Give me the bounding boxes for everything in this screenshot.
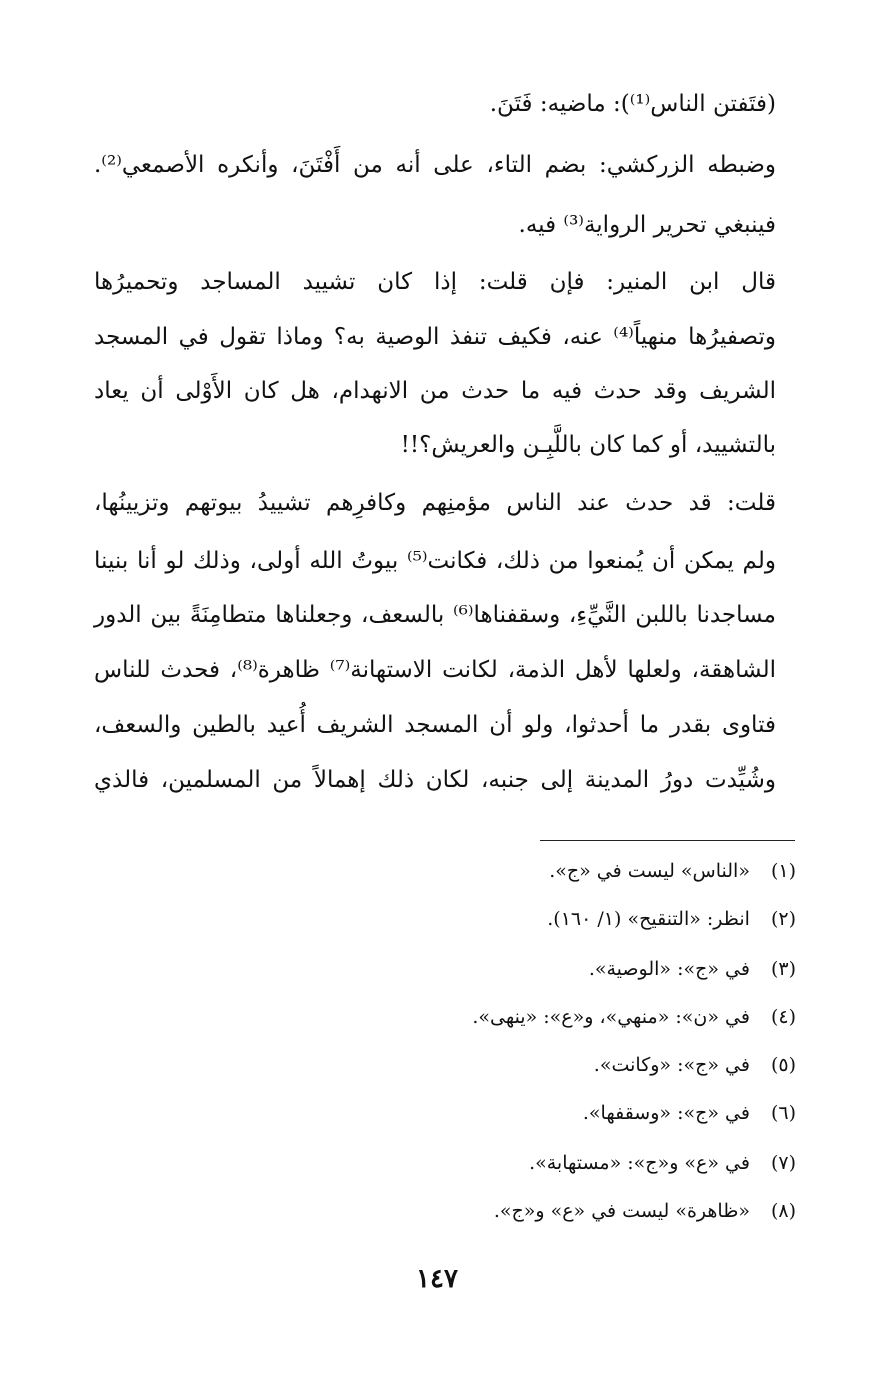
text-line: بالتشييد، أو كما كان باللَّبِـن والعريش؟!! (400, 432, 776, 458)
page-number: ١٤٧ (416, 1264, 458, 1294)
text-line: فتاوى بقدر ما أحدثوا، ولو أن المسجد الشريف أُعيد بالطين والسعف، (94, 712, 776, 738)
text-line: قال ابن المنير: فإن قلت: إذا كان تشييد المساجد وتحميرُها (94, 269, 776, 295)
footnote-text: في «ج»: «وكانت». (593, 1054, 750, 1076)
footnote-text: في «ج»: «وسقفها». (582, 1102, 750, 1124)
footnote-number: (٦) (770, 1102, 796, 1124)
text-line: ولم يمكن أن يُمنعوا من ذلك، فكانت⁽⁵⁾ بيوتُ الله أولى، وذلك لو أنا بنينا (94, 548, 776, 574)
footnote (296, 1004, 796, 1030)
footnote-text: انظر: «التنقيح» (١/ ١٦٠). (547, 908, 750, 930)
text-line: الشريف وقد حدث فيه ما حدث من الانهدام، هل كان الأَوْلى أن يعاد (94, 378, 776, 404)
text-line: وشُيِّدت دورُ المدينة إلى جنبه، لكان ذلك إهمالاً من المسلمين، فالذي (94, 767, 776, 793)
footnote-text: «الناس» ليست في «ج». (549, 860, 750, 882)
text-line: قلت: قد حدث عند الناس مؤمنِهم وكافرِهم تشييدُ بيوتهم وتزيينُها، (94, 490, 776, 516)
footnote (296, 1198, 796, 1224)
footnote (296, 1150, 796, 1176)
footnote-number: (٢) (770, 908, 796, 930)
footnote-number: (٨) (770, 1200, 796, 1222)
footnote-text: «ظاهرة» ليست في «ع» و«ج». (493, 1200, 750, 1222)
footnote-text: في «ن»: «منهي»، و«ع»: «ينهى». (472, 1006, 750, 1028)
footnote (296, 956, 796, 982)
footnote-text: في «ج»: «الوصية». (588, 958, 750, 980)
footnote-number: (١) (770, 860, 796, 882)
footnote-separator (540, 840, 795, 841)
footnote (296, 1100, 796, 1126)
text-line: وضبطه الزركشي: بضم التاء، على أنه من أَفْتَنَ، وأنكره الأصمعي⁽²⁾. (94, 152, 776, 178)
text-line: وتصفيرُها منهياً⁽⁴⁾ عنه، فكيف تنفذ الوصية به؟ وماذا تقول في المسجد (94, 324, 776, 350)
footnote-number: (٧) (770, 1152, 796, 1174)
footnote-number: (٥) (770, 1054, 796, 1076)
footnote-number: (٤) (770, 1006, 796, 1028)
text-line: (فتَفتن الناس⁽¹⁾): ماضيه: فَتَنَ. (489, 91, 776, 117)
footnote-number: (٣) (770, 958, 796, 980)
text-line: مساجدنا باللبن النَّيِّءِ، وسقفناها⁽⁶⁾ بالسعف، وجعلناها متطامِنَةً بين الدور (94, 602, 776, 628)
text-line: الشاهقة، ولعلها لأهل الذمة، لكانت الاستهانة⁽⁷⁾ ظاهرة⁽⁸⁾، فحدث للناس (94, 657, 776, 683)
footnote (296, 858, 796, 884)
text-line: فينبغي تحرير الرواية⁽³⁾ فيه. (518, 212, 776, 238)
footnote (296, 1052, 796, 1078)
footnote-text: في «ع» و«ج»: «مستهابة». (529, 1152, 750, 1174)
footnote (296, 906, 796, 932)
